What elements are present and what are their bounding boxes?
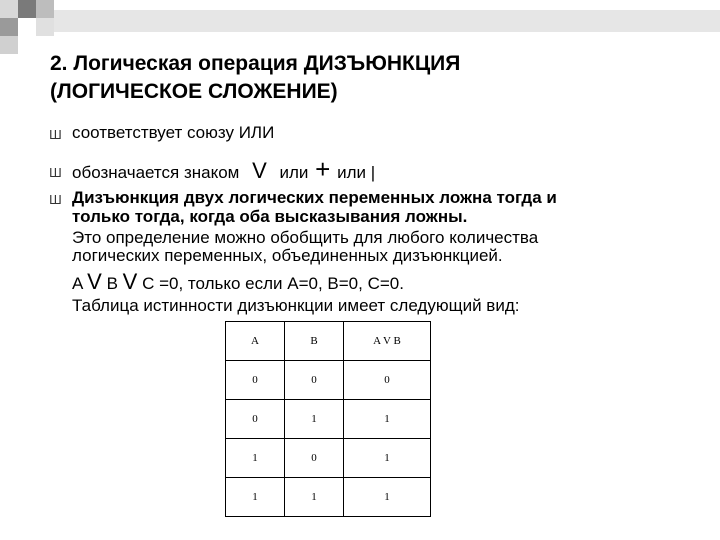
table-cell: 0 [285, 361, 344, 400]
formula-line [72, 268, 404, 298]
bullet-marker: Ш [49, 128, 62, 142]
table-header-cell: B [285, 322, 344, 361]
deco-square [36, 18, 54, 36]
bullet-2-text: обозначается знаком [72, 163, 240, 182]
bullet-3-line-3: Это определение можно обобщить для любого количества [72, 228, 539, 247]
deco-square [36, 0, 54, 18]
table-cell: 1 [344, 478, 431, 517]
bullet-3-line-4: логических переменных, объединенных дизъюнкцией. [72, 246, 503, 265]
table-cell: 0 [226, 361, 285, 400]
table-cell: 1 [226, 439, 285, 478]
plus-symbol: + [315, 154, 331, 184]
table-cell: 0 [344, 361, 431, 400]
formula-var-b: B [106, 274, 118, 293]
deco-square [18, 18, 36, 36]
deco-square [0, 36, 18, 54]
bullet-3-line-1: Дизъюнкция двух логических переменных ложна тогда и [72, 188, 557, 207]
formula-var-a: A [72, 274, 83, 293]
table-cell: 1 [285, 400, 344, 439]
header-bar [18, 10, 720, 32]
or-text: или | [337, 163, 376, 182]
bullet-2 [72, 155, 375, 187]
table-row [226, 478, 431, 517]
bullet-marker: Ш [49, 166, 62, 180]
deco-square [0, 0, 18, 18]
table-cell: 1 [344, 439, 431, 478]
slide-title [50, 50, 690, 106]
truth-table [225, 321, 431, 517]
bullet-1: соответствует союзу ИЛИ [72, 123, 275, 142]
bullet-3-line-2: только тогда, когда оба высказывания ложны. [72, 207, 468, 226]
deco-square [18, 0, 36, 18]
title-line-2: (ЛОГИЧЕСКОЕ СЛОЖЕНИЕ) [50, 80, 338, 103]
table-header-cell: A V B [344, 322, 431, 361]
table-cell: 0 [226, 400, 285, 439]
disjunction-symbol: V [252, 158, 267, 183]
table-header-row [226, 322, 431, 361]
table-header-cell: A [226, 322, 285, 361]
table-row [226, 400, 431, 439]
formula-or-1: V [87, 269, 102, 294]
formula-rest: C =0, только если A=0, B=0, C=0. [142, 274, 404, 293]
table-cell: 1 [226, 478, 285, 517]
table-intro: Таблица истинности дизъюнкции имеет следующий вид: [72, 296, 520, 315]
formula-or-2: V [122, 269, 138, 294]
or-text: или [279, 163, 309, 182]
table-row [226, 439, 431, 478]
bullet-marker: Ш [49, 193, 62, 207]
table-cell: 0 [285, 439, 344, 478]
table-row [226, 361, 431, 400]
title-line-1: 2. Логическая операция ДИЗЪЮНКЦИЯ [50, 52, 461, 75]
table-cell: 1 [285, 478, 344, 517]
table-cell: 1 [344, 400, 431, 439]
deco-square [0, 18, 18, 36]
